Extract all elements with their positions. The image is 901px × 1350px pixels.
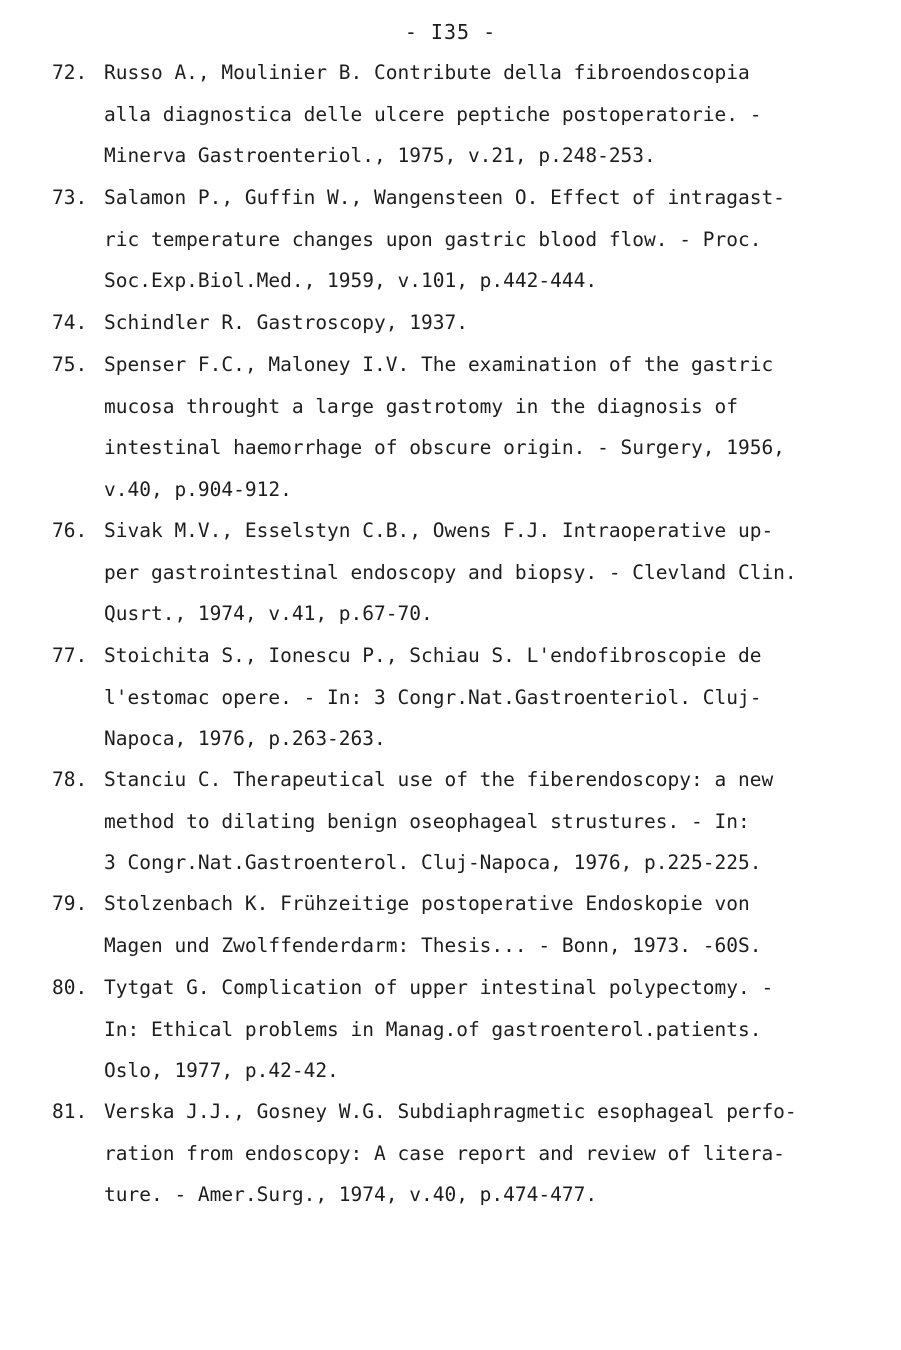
reference-line: l'estomac opere. - In: 3 Congr.Nat.Gastroenteriol. Cluj-	[104, 685, 762, 709]
reference-number: 80.	[52, 976, 88, 999]
reference-line: Sivak M.V., Esselstyn C.B., Owens F.J. Intraoperative up-	[104, 519, 774, 542]
reference-line: per gastrointestinal endoscopy and biopsy. - Clevland Clin.	[104, 560, 797, 584]
reference-entry-78	[52, 759, 852, 884]
reference-line: Schindler R. Gastroscopy, 1937.	[104, 311, 468, 334]
reference-number: 74.	[52, 311, 88, 334]
reference-entry-72	[52, 52, 852, 177]
reference-number: 77.	[52, 644, 88, 667]
reference-line: ric temperature changes upon gastric blood flow. - Proc.	[104, 227, 762, 251]
reference-entry-73	[52, 177, 852, 302]
reference-number: 76.	[52, 519, 88, 542]
reference-number: 79.	[52, 892, 88, 915]
reference-entry-75	[52, 344, 852, 510]
reference-number: 75.	[52, 353, 88, 376]
reference-line: Spenser F.C., Maloney I.V. The examination of the gastric	[104, 353, 774, 376]
reference-line: Soc.Exp.Biol.Med., 1959, v.101, p.442-444.	[104, 269, 598, 292]
reference-line: method to dilating benign oseophageal strustures. - In:	[104, 809, 750, 833]
reference-number: 73.	[52, 186, 88, 209]
reference-entry-74	[52, 302, 852, 344]
reference-entry-81	[52, 1091, 852, 1216]
reference-line: Tytgat G. Complication of upper intestinal polypectomy. -	[104, 976, 774, 999]
reference-number: 72.	[52, 61, 88, 84]
reference-line: Verska J.J., Gosney W.G. Subdiaphragmetic esophageal perfo-	[104, 1100, 797, 1123]
reference-line: ture. - Amer.Surg., 1974, v.40, p.474-477.	[104, 1183, 598, 1206]
reference-number: 78.	[52, 768, 88, 791]
reference-line: Russo A., Moulinier B. Contribute della fibroendoscopia	[104, 61, 750, 84]
reference-entry-80	[52, 967, 852, 1092]
page-number: - I35 -	[404, 20, 497, 44]
reference-line: Stanciu C. Therapeutical use of the fiberendoscopy: a new	[104, 768, 774, 791]
reference-line: Minerva Gastroenteriol., 1975, v.21, p.248-253.	[104, 144, 656, 167]
reference-line: Stoichita S., Ionescu P., Schiau S. L'endofibroscopie de	[104, 644, 762, 667]
reference-number: 81.	[52, 1100, 88, 1123]
reference-line: 3 Congr.Nat.Gastroenterol. Cluj-Napoca, 1976, p.225-225.	[104, 851, 762, 874]
reference-line: Qusrt., 1974, v.41, p.67-70.	[104, 602, 433, 625]
reference-entry-79	[52, 883, 852, 966]
reference-line: Salamon P., Guffin W., Wangensteen O. Effect of intragast-	[104, 186, 785, 209]
reference-line: alla diagnostica delle ulcere peptiche postoperatorie. -	[104, 102, 762, 126]
reference-entry-77	[52, 635, 852, 760]
reference-entry-76	[52, 510, 852, 635]
reference-line: ration from endoscopy: A case report and review of litera-	[104, 1141, 785, 1165]
reference-line: In: Ethical problems in Manag.of gastroenterol.patients.	[104, 1017, 762, 1041]
reference-line: Napoca, 1976, p.263-263.	[104, 727, 386, 750]
reference-line: intestinal haemorrhage of obscure origin. - Surgery, 1956,	[104, 436, 785, 459]
reference-line: Magen und Zwolffenderdarm: Thesis... - Bonn, 1973. -60S.	[104, 933, 762, 957]
reference-line: Stolzenbach K. Frühzeitige postoperative Endoskopie von	[104, 892, 750, 915]
reference-line: v.40, p.904-912.	[104, 477, 292, 501]
reference-line: Oslo, 1977, p.42-42.	[104, 1059, 339, 1082]
reference-line: mucosa throught a large gastrotomy in the diagnosis of	[104, 394, 738, 418]
